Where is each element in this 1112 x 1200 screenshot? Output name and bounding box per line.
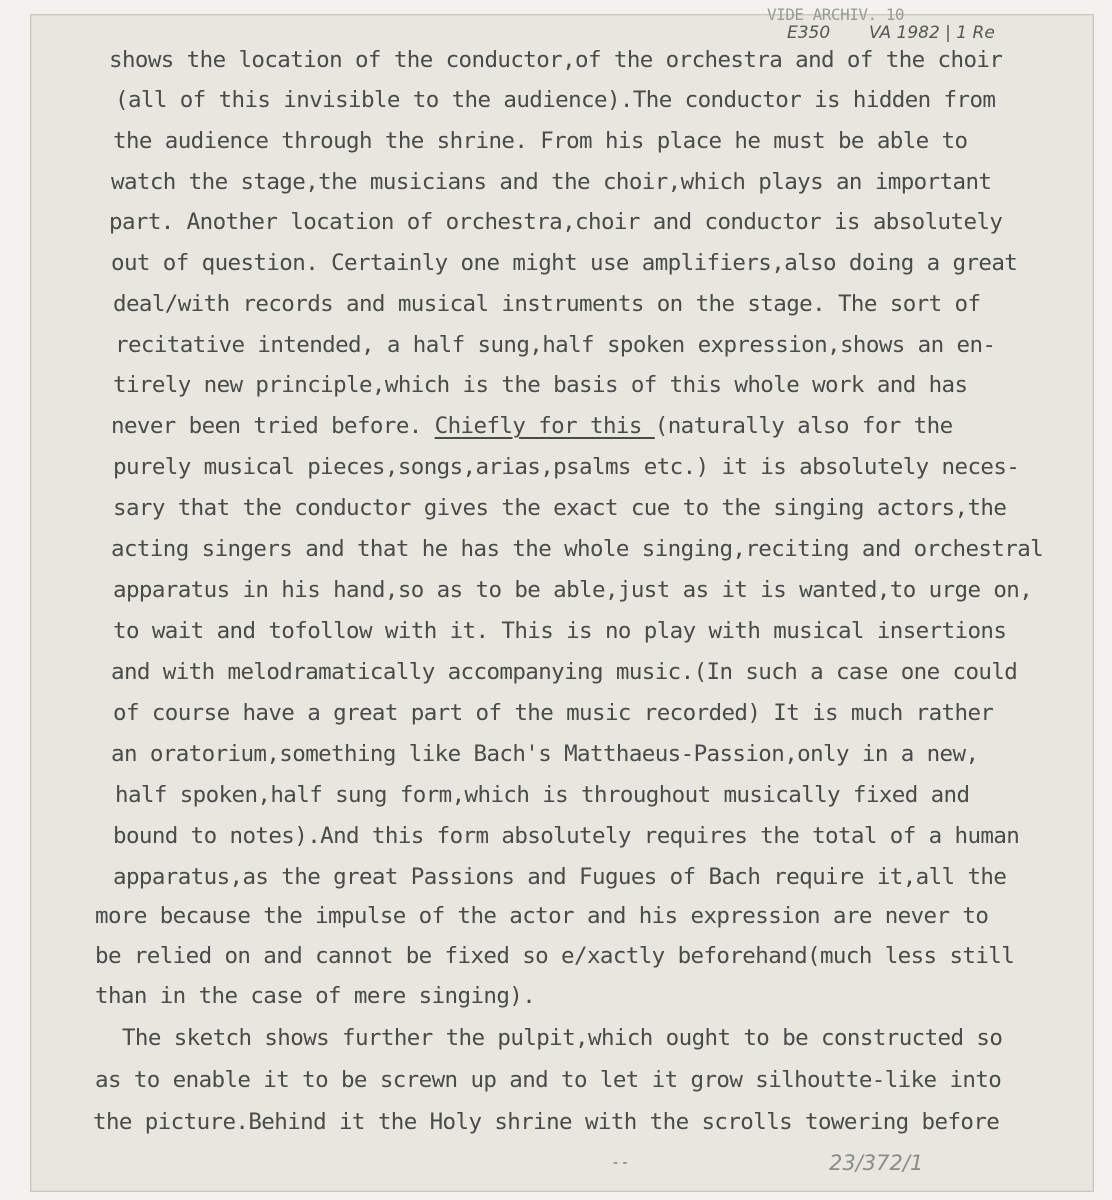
archive-number: 23/372/1 xyxy=(829,1151,924,1175)
footer-mark: - - xyxy=(613,1155,628,1171)
body-line-25: The sketch shows further the pulpit,which ought to be constructed so xyxy=(109,1025,1003,1051)
body-line-22: more because the impulse of the actor and his expression are never to xyxy=(95,903,989,929)
body-line-1: shows the location of the conductor,of the orchestra and of the choir xyxy=(109,47,1003,73)
body-line-9: tirely new principle,which is the basis of this whole work and has xyxy=(113,372,968,398)
body-line-13: acting singers and that he has the whole singing,reciting and orchestral xyxy=(111,536,1044,562)
top-cut-off-text: VIDE ARCHIV. 10 xyxy=(767,5,904,24)
body-line-10 xyxy=(111,415,953,438)
body-line-7: deal/with records and musical instruments on the stage. The sort of xyxy=(113,291,981,317)
body-line-2: (all of this invisible to the audience).The conductor is hidden from xyxy=(115,87,996,113)
body-line-14: apparatus in his hand,so as to be able,just as it is wanted,to urge on, xyxy=(113,577,1033,603)
body-line-24: than in the case of mere singing). xyxy=(95,983,536,1009)
line-10-before: never been tried before. xyxy=(111,413,435,439)
body-line-8: recitative intended, a half sung,half spoken expression,shows an en- xyxy=(115,332,996,358)
body-line-11: purely musical pieces,songs,arias,psalms etc.) it is absolutely neces- xyxy=(113,454,1020,480)
body-line-27: the picture.Behind it the Holy shrine with the scrolls towering before xyxy=(93,1109,1000,1135)
typed-document-sheet xyxy=(30,5,1094,1192)
body-line-15: to wait and tofollow with it. This is no play with musical insertions xyxy=(113,618,1007,644)
body-line-6: out of question. Certainly one might use amplifiers,also doing a great xyxy=(111,250,1018,276)
body-line-19: half spoken,half sung form,which is throughout musically fixed and xyxy=(115,782,970,808)
body-line-17: of course have a great part of the music recorded) It is much rather xyxy=(113,700,994,726)
body-line-5: part. Another location of orchestra,choir and conductor is absolutely xyxy=(109,209,1003,235)
body-line-18: an oratorium,something like Bach's Matthaeus-Passion,only in a new, xyxy=(111,741,979,767)
line-10-after: (naturally also for the xyxy=(654,413,953,439)
body-line-21: apparatus,as the great Passions and Fugues of Bach require it,all the xyxy=(113,864,1007,890)
underlined-phrase: Chiefly for this xyxy=(434,413,655,439)
body-line-16: and with melodramatically accompanying music.(In such a case one could xyxy=(111,659,1018,685)
body-line-12: sary that the conductor gives the exact cue to the singing actors,the xyxy=(113,495,1007,521)
archive-code-1: E350 xyxy=(787,23,831,43)
archive-code-2: VA 1982 | 1 Re xyxy=(869,23,995,43)
body-line-3: the audience through the shrine. From his place he must be able to xyxy=(113,128,968,154)
body-line-23: be relied on and cannot be fixed so e/xactly beforehand(much less still xyxy=(95,943,1015,969)
body-line-26: as to enable it to be screwn up and to let it grow silhoutte-like into xyxy=(95,1067,1002,1093)
body-line-4: watch the stage,the musicians and the choir,which plays an important xyxy=(111,169,992,195)
body-line-20: bound to notes).And this form absolutely requires the total of a human xyxy=(113,823,1020,849)
